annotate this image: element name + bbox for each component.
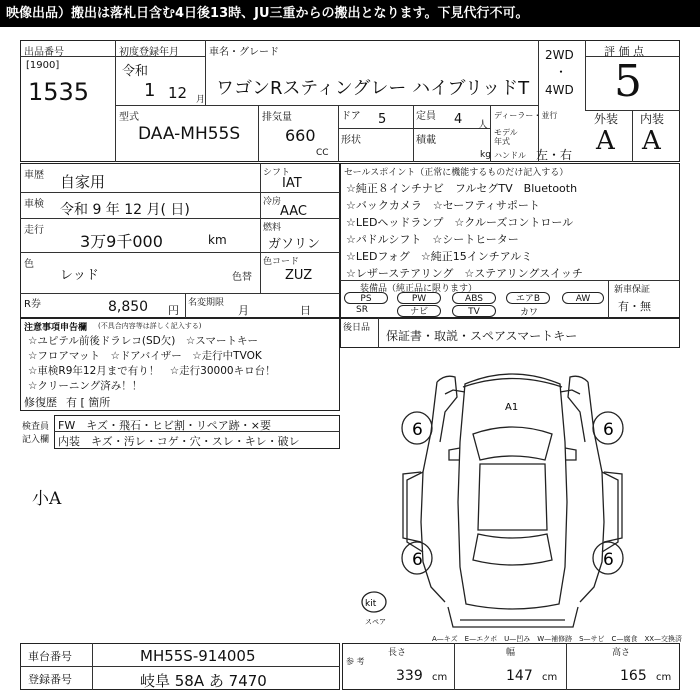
inspector-line: FW キズ・飛石・ヒビ割・リペア跡・×要 bbox=[58, 419, 271, 432]
sales-item: ☆バックカメラ ☆セーフティサポート bbox=[346, 199, 540, 212]
tire-front-left: 6 bbox=[412, 420, 423, 440]
tire-rear-left: 6 bbox=[412, 550, 423, 570]
height-label: 高さ bbox=[612, 648, 631, 658]
ac-label: 冷房 bbox=[263, 197, 282, 207]
length-value: 339 bbox=[396, 668, 423, 684]
recycle-value: 8,850 bbox=[108, 299, 149, 315]
inspector-handwritten-note: 小A bbox=[32, 489, 62, 509]
notes-line: ☆車検R9年12月まで有り！ ☆走行30000キロ台！ bbox=[28, 365, 276, 377]
notice-banner: 映像出品）搬出は落札日含む4日後13時、JU三重からの搬出となります。下見代行不可。 bbox=[0, 0, 700, 27]
sales-item: ☆LEDヘッドランプ ☆クルーズコントロール bbox=[346, 216, 574, 229]
exterior-label: 外装 bbox=[594, 112, 619, 126]
doors-label: ドア bbox=[341, 111, 361, 122]
model-name: ワゴンRスティングレー ハイブリッドT bbox=[216, 78, 530, 99]
history-value: 自家用 bbox=[60, 173, 106, 191]
type-label: 型式 bbox=[119, 112, 139, 123]
handle-label: ハンドル bbox=[494, 151, 526, 160]
width-label: 幅 bbox=[506, 648, 516, 658]
dealer-label: ディーラー・並行 bbox=[494, 111, 558, 120]
equip-ps: PS bbox=[344, 292, 388, 304]
reference-label: 参 考 bbox=[346, 657, 365, 666]
name-change-day: 日 bbox=[300, 304, 311, 317]
drive-2wd: 2WD bbox=[545, 48, 574, 62]
load-unit: kg bbox=[480, 150, 491, 160]
damage-legend: A—キズ E—エクボ U—凹み W—補修跡 S—サビ C—腐食 XX—交換済 bbox=[432, 635, 683, 643]
mileage-unit: km bbox=[208, 233, 227, 247]
spare-label: スペア bbox=[365, 618, 386, 626]
lot-number: 1535 bbox=[28, 78, 90, 106]
color-label: 色 bbox=[24, 259, 34, 270]
height-unit: cm bbox=[656, 672, 672, 683]
grade-label: 評 価 点 bbox=[604, 45, 644, 58]
spare-kit-mark: kit bbox=[365, 599, 377, 609]
drive-dot: ・ bbox=[555, 65, 568, 79]
equip-navi: ナビ bbox=[397, 305, 441, 317]
displacement-value: 660 bbox=[285, 126, 316, 145]
repair-history-value: 有 [ 箇所 bbox=[66, 396, 111, 409]
capacity-unit: 人 bbox=[478, 120, 488, 131]
inspection-value: 令和 9 年 12 月( 日) bbox=[60, 202, 190, 218]
equip-sr: SR bbox=[356, 305, 368, 315]
first-reg-era: 令和 bbox=[122, 64, 149, 79]
type-value: DAA-MH55S bbox=[138, 124, 241, 144]
notes-subtitle: (不具合内容等は詳しく記入する) bbox=[98, 322, 202, 330]
notes-line: ☆クリーニング済み！！ bbox=[28, 380, 143, 392]
inspector-label: 記入欄 bbox=[22, 435, 50, 445]
chassis-label: 車台番号 bbox=[28, 650, 72, 663]
lot-label: 出品番号 bbox=[24, 47, 64, 58]
new-car-warranty-label: 新車保証 bbox=[614, 285, 651, 295]
shape-label: 形状 bbox=[341, 135, 361, 146]
equip-airbag: エアB bbox=[506, 292, 550, 304]
history-label: 車歴 bbox=[24, 170, 44, 181]
mileage-value: 3万9千000 bbox=[80, 232, 163, 251]
car-damage-diagram bbox=[345, 352, 683, 643]
plate-value: 岐阜 58A あ 7470 bbox=[140, 672, 267, 690]
chassis-value: MH55S-914005 bbox=[140, 647, 256, 665]
lot-code: [1900] bbox=[26, 60, 60, 71]
equip-leather: カワ bbox=[520, 308, 539, 318]
interior-label: 内装 bbox=[640, 112, 665, 126]
shift-label: シフト bbox=[263, 168, 291, 178]
shift-value: IAT bbox=[282, 176, 302, 191]
capacity-label: 定員 bbox=[416, 111, 436, 122]
fuel-label: 燃料 bbox=[263, 223, 282, 233]
sales-item: ☆パドルシフト ☆シートヒーター bbox=[346, 233, 519, 246]
load-label: 積載 bbox=[416, 135, 436, 146]
notes-line: ☆フロアマット ☆ドアバイザー ☆走行中TVOK bbox=[28, 350, 262, 362]
first-reg-month-unit: 月 bbox=[196, 95, 206, 105]
capacity-value: 4 bbox=[454, 112, 463, 127]
displacement-label: 排気量 bbox=[262, 112, 292, 123]
doors-value: 5 bbox=[378, 112, 387, 127]
notes-line: ☆ユピテル前後ドラレコ(SD欠) ☆スマートキー bbox=[28, 335, 259, 347]
sales-item: ☆レザーステアリング ☆ステアリングスイッチ bbox=[346, 267, 583, 280]
length-unit: cm bbox=[432, 672, 448, 683]
new-car-warranty-value: 有・無 bbox=[618, 300, 651, 313]
color-code-value: ZUZ bbox=[285, 268, 313, 283]
color-value: レッド bbox=[60, 268, 99, 283]
recycle-label: R券 bbox=[24, 299, 41, 310]
tire-front-right: 6 bbox=[603, 420, 614, 440]
equip-abs: ABS bbox=[452, 292, 496, 304]
handle-value: 左・右 bbox=[536, 148, 573, 162]
width-value: 147 bbox=[506, 668, 533, 684]
interior-grade: A bbox=[642, 126, 661, 156]
notes-title: 注意事項申告欄 bbox=[24, 323, 88, 333]
inspection-label: 車検 bbox=[24, 199, 44, 210]
model-year-label: モデル年式 bbox=[494, 128, 518, 146]
equip-pw: PW bbox=[397, 292, 441, 304]
inspector-label: 検査員 bbox=[22, 422, 50, 432]
mileage-label: 走行 bbox=[24, 225, 44, 236]
length-label: 長さ bbox=[388, 648, 407, 658]
grade-value: 5 bbox=[614, 56, 642, 107]
repair-history-label: 修復歴 bbox=[24, 396, 57, 409]
sales-item: ☆LEDフォグ ☆純正15インチアルミ bbox=[346, 250, 533, 263]
ac-value: AAC bbox=[280, 204, 307, 219]
inspector-line: 内装 キズ・汚レ・コゲ・穴・スレ・キレ・破レ bbox=[58, 435, 300, 448]
rear-items-label: 後日品 bbox=[343, 323, 371, 333]
sales-item: ☆純正８インチナビ フルセグTV Bluetooth bbox=[346, 182, 578, 195]
equipment-title: 装備品（純正品に限ります） bbox=[360, 284, 478, 294]
model-label: 車名・グレード bbox=[209, 47, 279, 58]
equip-tv: TV bbox=[452, 305, 496, 317]
exterior-grade: A bbox=[596, 126, 615, 156]
height-value: 165 bbox=[620, 668, 647, 684]
equip-aw: AW bbox=[562, 292, 604, 304]
recolor-label: 色替 bbox=[232, 272, 252, 283]
rear-items-value: 保証書・取説・スペアスマートキー bbox=[386, 329, 578, 343]
fuel-value: ガソリン bbox=[268, 237, 321, 252]
first-reg-label: 初度登録年月 bbox=[119, 47, 179, 58]
plate-label: 登録番号 bbox=[28, 673, 72, 686]
color-code-label: 色コード bbox=[263, 257, 300, 267]
damage-mark-a1: A1 bbox=[505, 402, 519, 413]
first-reg-year: 1 bbox=[144, 80, 156, 101]
tire-rear-right: 6 bbox=[603, 550, 614, 570]
name-change-month: 月 bbox=[238, 304, 249, 317]
recycle-unit: 円 bbox=[168, 304, 179, 317]
name-change-label: 名変期限 bbox=[188, 298, 225, 308]
width-unit: cm bbox=[542, 672, 558, 683]
sales-title: セールスポイント（正常に機能するものだけ記入する） bbox=[344, 168, 569, 178]
drive-4wd: 4WD bbox=[545, 83, 574, 97]
displacement-unit: CC bbox=[316, 148, 329, 158]
first-reg-month: 12 bbox=[168, 84, 188, 102]
